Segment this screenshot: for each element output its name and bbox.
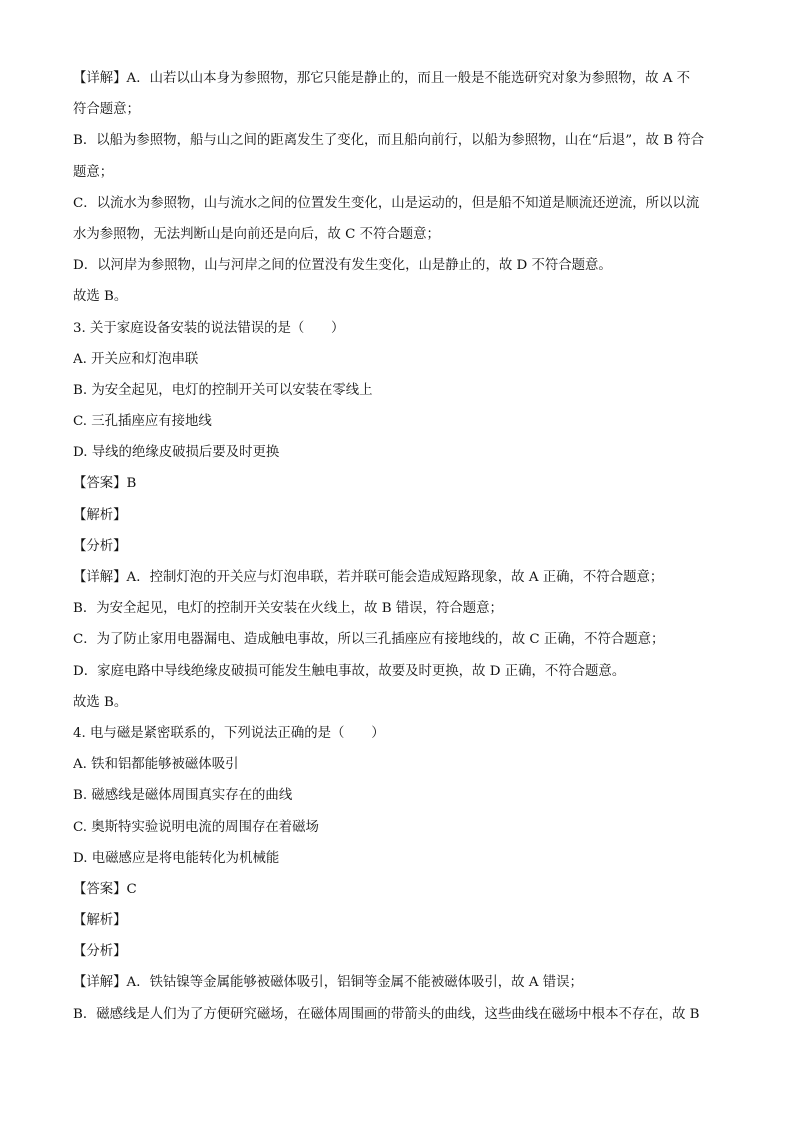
document-body <box>73 63 723 1030</box>
option-c: C. 奥斯特实验说明电流的周围存在着磁场 <box>73 819 319 835</box>
question-title: 4. 电与磁是紧密联系的，下列说法正确的是（ ） <box>73 725 385 741</box>
text-line: 故选 B。 <box>73 289 128 305</box>
option-b: B. 为安全起见，电灯的控制开关可以安装在零线上 <box>73 382 373 398</box>
detail-line: B．为安全起见，电灯的控制开关安装在火线上，故 B 错误，符合题意； <box>73 601 503 617</box>
detail-line: D．家庭电路中导线绝缘皮破损可能发生触电事故，故要及时更换，故 D 正确，不符合题意。 <box>73 663 626 679</box>
text-line: 【详解】A．山若以山本身为参照物，那它只能是静止的，而且一般是不能选研究对象为参照物，故 A 不 <box>73 71 691 86</box>
choice-line: 故选 B。 <box>73 694 128 710</box>
analysis-subheading: 【分析】 <box>73 538 127 554</box>
answer-line: 【答案】B <box>73 476 137 492</box>
text-line: B．以船为参照物，船与山之间的距离发生了变化，而且船向前行，以船为参照物，山在“后退”，故 B 符合 <box>73 133 705 149</box>
option-b: B. 磁感线是磁体周围真实存在的曲线 <box>73 788 293 804</box>
option-d: D. 导线的绝缘皮破损后要及时更换 <box>73 445 280 461</box>
analysis-label: 【解析】 <box>73 913 127 929</box>
detail-line: B．磁感线是人们为了方便研究磁场，在磁体周围画的带箭头的曲线，这些曲线在磁场中根本不存在，故 B <box>73 1006 700 1022</box>
option-a: A. 铁和铝都能够被磁体吸引 <box>73 757 239 773</box>
detail-line: C．为了防止家用电器漏电、造成触电事故，所以三孔插座应有接地线的，故 C 正确，不符合题意； <box>73 632 665 648</box>
analysis-label: 【解析】 <box>73 507 127 523</box>
detail-line: 【详解】A．控制灯泡的开关应与灯泡串联，若并联可能会造成短路现象，故 A 正确，不符合题意； <box>73 570 664 585</box>
option-c: C. 三孔插座应有接地线 <box>73 414 212 430</box>
text-line: D．以河岸为参照物，山与河岸之间的位置没有发生变化，山是静止的，故 D 不符合题意。 <box>73 258 612 274</box>
text-line: 题意； <box>73 164 114 180</box>
text-line: C．以流水为参照物，山与流水之间的位置发生变化，山是运动的，但是船不知道是顺流还逆流，所以以流 <box>73 195 700 211</box>
analysis-subheading: 【分析】 <box>73 944 127 960</box>
text-line: 符合题意； <box>73 102 140 118</box>
question-title: 3. 关于家庭设备安装的说法错误的是（ ） <box>73 320 345 336</box>
detail-line: 【详解】A．铁钴镍等金属能够被磁体吸引，铝铜等金属不能被磁体吸引，故 A 错误； <box>73 975 583 991</box>
option-d: D. 电磁感应是将电能转化为机械能 <box>73 850 280 866</box>
text-line: 水为参照物，无法判断山是向前还是向后，故 C 不符合题意； <box>73 226 440 242</box>
answer-line: 【答案】C <box>73 881 137 897</box>
option-a: A. 开关应和灯泡串联 <box>73 351 199 367</box>
